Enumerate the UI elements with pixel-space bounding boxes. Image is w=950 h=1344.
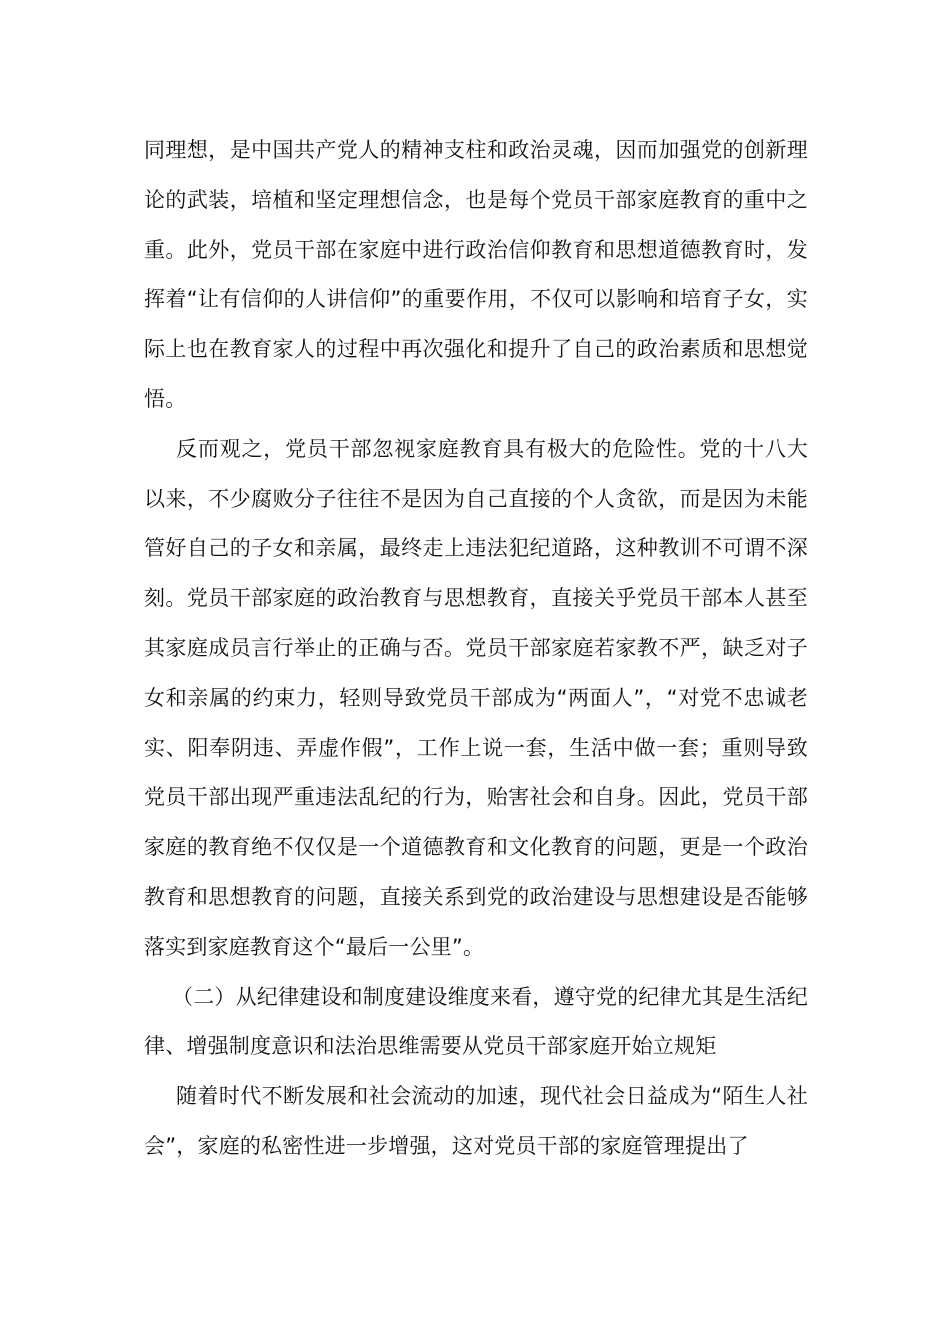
paragraph-body: 反而观之，党员干部忽视家庭教育具有极大的危险性。党的十八大以来，不少腐败分子往往不是因为自己直接的个人贪欲，而是因为未能管好自己的子女和亲属，最终走上违法犯纪道路，这种教训不可谓不深刻。党员干部家庭的政治教育与思想教育，直接关乎党员干部本人甚至其家庭成员言行举止的正确与否。党员干部家庭若家教不严，缺乏对子女和亲属的约束力，轻则导致党员干部成为“两面人”，“对党不忠诚老实、阳奉阴违、弄虚作假”，工作上说一套，生活中做一套；重则导致党员干部出现严重违法乱纪的行为，贻害社会和自身。因此，党员干部家庭的教育绝不仅仅是一个道德教育和文化教育的问题，更是一个政治教育和思想教育的问题，直接关系到党的政治建设与思想建设是否能够落实到家庭教育这个“最后一公里”。 [144, 436, 808, 959]
paragraph-continuation: 同理想，是中国共产党人的精神支柱和政治灵魂，因而加强党的创新理论的武装，培植和坚定理想信念，也是每个党员干部家庭教育的重中之重。此外，党员干部在家庭中进行政治信仰教育和思想道德教育时，发挥着“让有信仰的人讲信仰”的重要作用，不仅可以影响和培育子女，实际上也在教育家人的过程中再次强化和提升了自己的政治素质和思想觉悟。 [144, 138, 808, 411]
document-body [144, 126, 808, 1172]
section-heading: （二）从纪律建设和制度建设维度来看，遵守党的纪律尤其是生活纪律、增强制度意识和法治思维需要从党员干部家庭开始立规矩 [144, 984, 808, 1059]
paragraph-body: 随着时代不断发展和社会流动的加速，现代社会日益成为“陌生人社会”，家庭的私密性进一步增强，这对党员干部的家庭管理提出了 [144, 1084, 808, 1158]
